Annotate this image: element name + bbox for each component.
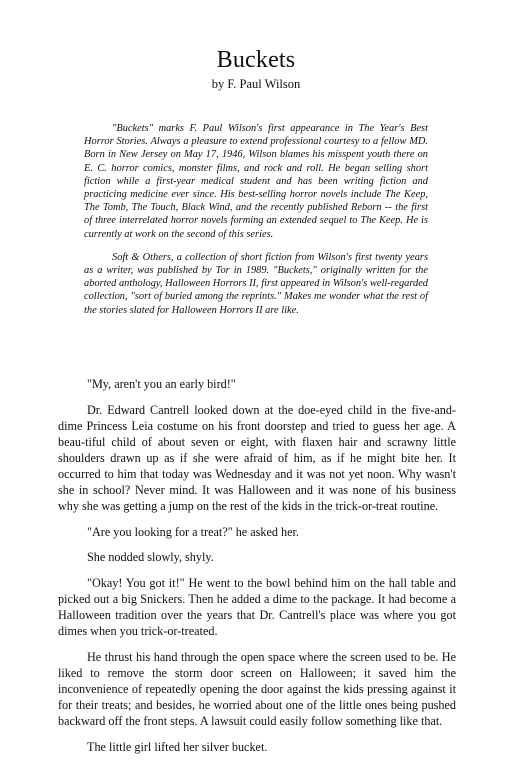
story-paragraph: "Okay! You got it!" He went to the bowl behind him on the hall table and picked out a big Snickers. Then he added a dime to the package. It had become a Halloween tradition over the years that Dr. Cantrell's place was where you got dimes when you trick-or-treated. (58, 575, 456, 639)
intro-paragraph: Soft & Others, a collection of short fiction from Wilson's first twenty years as a writer, was published by Tor in 1989. "Buckets," originally written for the aborted anthology, Halloween Horrors II, first appeared in Wilson's well-regarded collection, "sort of buried among the reprints." Makes me wonder what the rest of the stories slated for Halloween Horrors II are like. (84, 251, 428, 316)
story-author: by F. Paul Wilson (211, 77, 301, 91)
story-paragraph: He thrust his hand through the open space where the screen used to be. He liked to remove the storm door screen on Halloween; it saved him the inconvenience of repeatedly opening the door against the kids pressing against it for their treats; and besides, he worried about one of the little ones being pushed backward off the front steps. A lawsuit could easily follow something like that. (58, 649, 456, 729)
intro-paragraph: "Buckets" marks F. Paul Wilson's first appearance in The Year's Best Horror Stories. Always a pleasure to extend professional courtesy to a fellow MD. Born in New Jersey on May 17, 1946, Wilson blames his misspent youth there on E. C. horror comics, monster films, and rock and roll. He began selling short fiction while a first-year medical student and has been writing fiction and practicing medicine ever since. His best-selling horror novels include The Keep, The Tomb, The Touch, Black Wind, and the recently published Reborn -- the first of three interrelated horror novels forming an extended sequel to The Keep. He is currently at work on the second of this series. (84, 123, 428, 240)
editor-introduction (84, 122, 428, 327)
story-body (58, 376, 456, 764)
story-title: Buckets (216, 47, 296, 73)
story-paragraph: "My, aren't you an early bird!" (87, 377, 236, 391)
story-paragraph: The little girl lifted her silver bucket. (87, 739, 268, 754)
story-paragraph: She nodded slowly, shyly. (87, 550, 214, 565)
story-paragraph: Dr. Edward Cantrell looked down at the doe-eyed child in the five-and-dime Princess Leia costume on his front doorstep and tried to guess her age. A beau-tiful child of about seven or eight, with flaxen hair and scrawny little shoulders drawn up as if she were afraid of him, as if he might bite her. It occurred to him that today was Wednesday and it was not yet noon. Why wasn't she in school? Never mind. It was Halloween and it was none of his business why she was getting a jump on the rest of the kids in the trick-or-treat routine. (58, 402, 456, 514)
story-paragraph: "Are you looking for a treat?" he asked her. (87, 524, 299, 539)
